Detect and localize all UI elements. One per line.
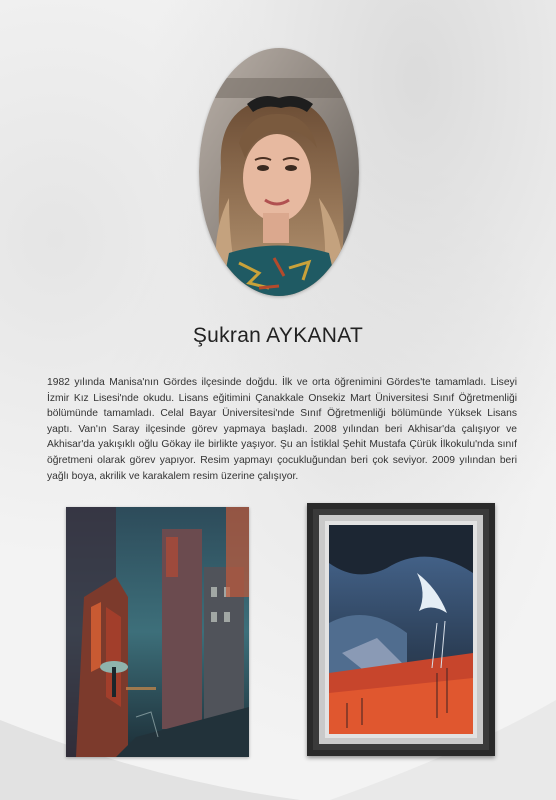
artist-portrait	[199, 48, 359, 296]
artist-biography: 1982 yılında Manisa'nın Gördes ilçesinde doğdu. İlk ve orta öğrenimini Gördes'te tamamladı. Liseyi İzmir Kız Lisesi'nde okudu. Lisans eğitimini Çanakkale Onsekiz Mart Üniversitesi Sınıf Öğretmenliği bölümünde tamamladı. Celal Bayar Üniversitesi'nde Sınıf Öğretmenliği bölümünde Yüksek Lisans yaptı. Van'ın Saray ilçesinde görev yapmaya başladı. 2008 yılından beri Akhisar'da çalışıyor ve Akhisar'da yakışıklı oğlu Gökay ile birlikte yaşıyor. Şu an İstiklal Şehit Mustafa Çürük İlkokulu'nda sınıf öğretmeni olarak görev yapıyor. Resim yapmayı çocukluğundan beri çok seviyor. 2009 yılından beri yağlı boya, akrilik ve karakalem resim üzerine çalışıyor.	[47, 377, 517, 482]
painting-city-street	[66, 507, 249, 757]
artist-name: Şukran AYKANAT	[192, 324, 364, 347]
painting-abstract-landscape-framed	[307, 503, 495, 756]
